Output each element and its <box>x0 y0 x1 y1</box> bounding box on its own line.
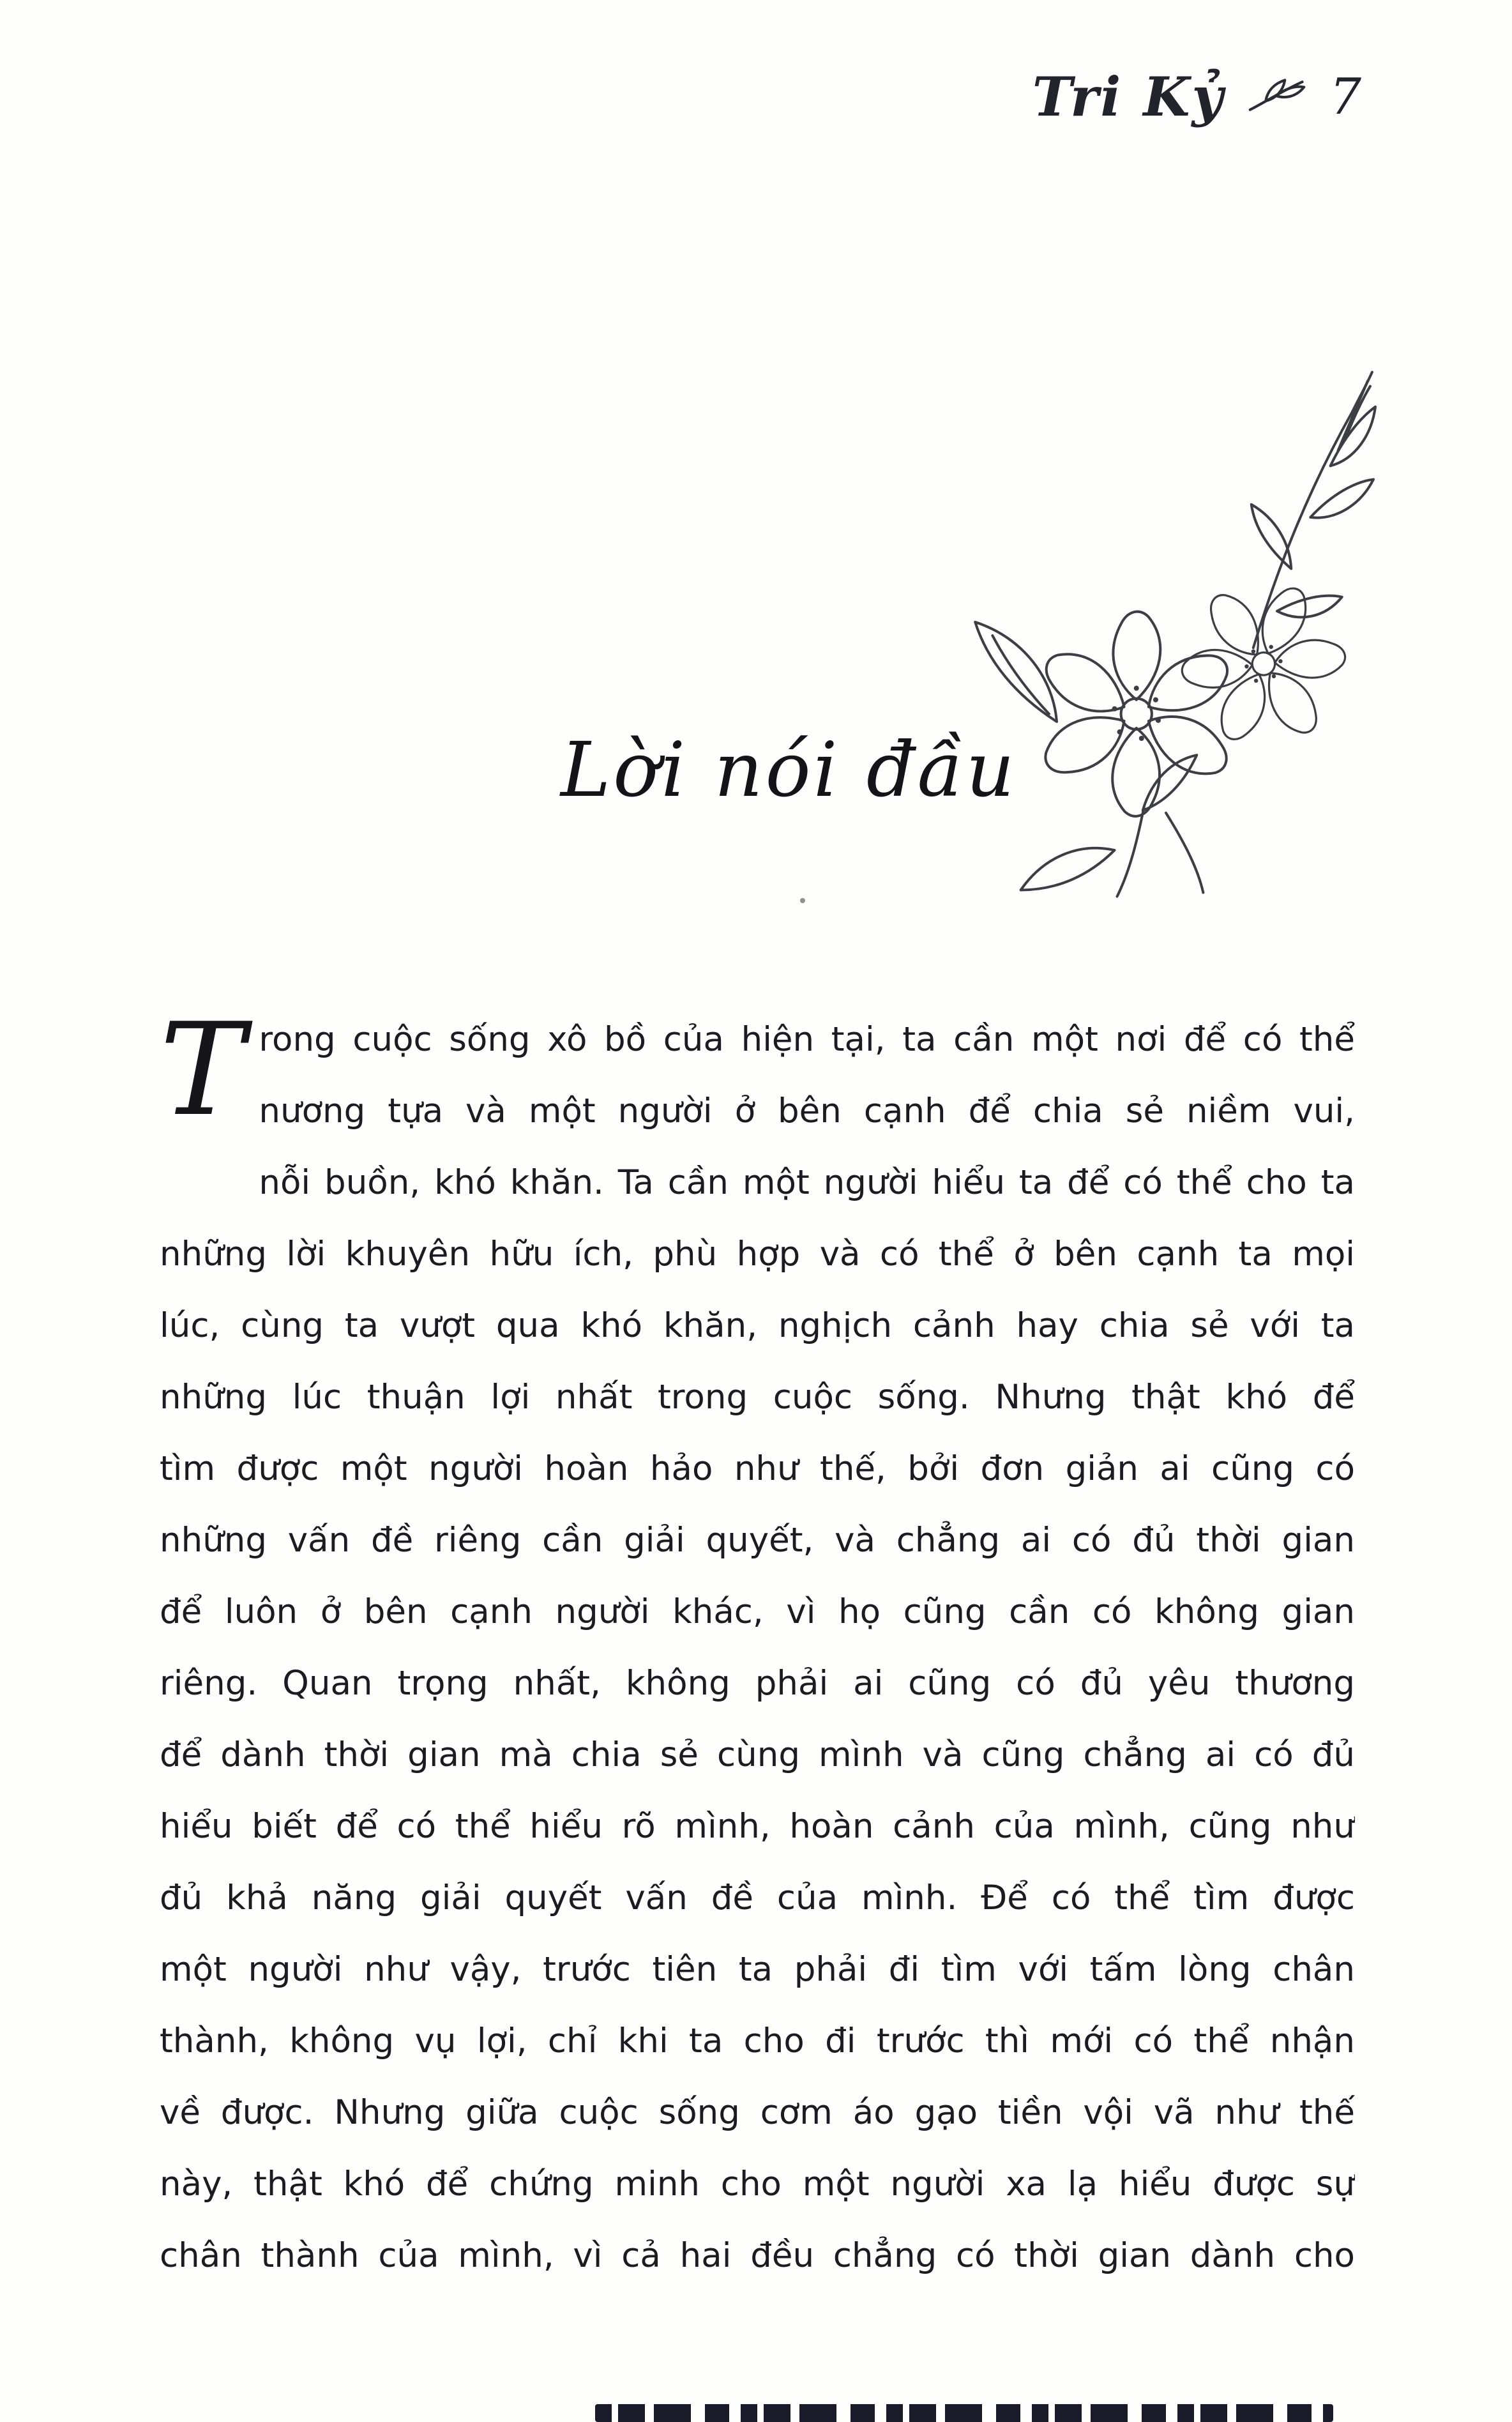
body-text-line: rong cuộc sống xô bồ của hiện tại, ta cần một nơi để có thể <box>259 1020 1355 1059</box>
body-text-line: lúc, cùng ta vượt qua khó khăn, nghịch cảnh hay chia sẻ với ta <box>160 1306 1355 1345</box>
body-text-line: nỗi buồn, khó khăn. Ta cần một người hiểu ta để có thể cho ta <box>259 1163 1355 1202</box>
body-text-line: những vấn đề riêng cần giải quyết, và chẳng ai có đủ thời gian <box>160 1521 1355 1560</box>
body-text-line: một người như vậy, trước tiên ta phải đi tìm với tấm lòng chân <box>160 1950 1355 1989</box>
body-lines <box>160 996 1355 2292</box>
drop-cap: T <box>160 996 245 1145</box>
body-text-line: tìm được một người hoàn hảo như thế, bởi đơn giản ai cũng có <box>160 1449 1355 1488</box>
body-text-line: những lời khuyên hữu ích, phù hợp và có thể ở bên cạnh ta mọi <box>160 1235 1355 1274</box>
body-text-line: thành, không vụ lợi, chỉ khi ta cho đi trước thì mới có thể nhận <box>160 2022 1355 2060</box>
leaf-icon <box>1246 77 1308 118</box>
scan-speck <box>800 898 805 903</box>
body-text-line: về được. Nhưng giữa cuộc sống cơm áo gạo tiền vội vã như thế <box>160 2093 1355 2132</box>
body-text-line: chân thành của mình, vì cả hai đều chẳng có thời gian dành cho <box>160 2236 1355 2275</box>
body-text-line: hiểu biết để có thể hiểu rõ mình, hoàn cảnh của mình, cũng như <box>160 1807 1355 1846</box>
running-title: Tri Kỷ <box>1032 65 1225 128</box>
clipped-text-line <box>595 2404 1333 2422</box>
chapter-title: Lời nói đầu <box>561 726 1017 814</box>
floral-illustration <box>953 362 1377 902</box>
page-number: 7 <box>1329 68 1361 126</box>
body-text-line: đủ khả năng giải quyết vấn đề của mình. Để có thể tìm được <box>160 1878 1355 1917</box>
body-paragraph <box>160 996 1355 2292</box>
body-text-line: này, thật khó để chứng minh cho một người xa lạ hiểu được sự <box>160 2165 1355 2204</box>
body-text-line: để luôn ở bên cạnh người khác, vì họ cũng cần có không gian <box>160 1592 1355 1631</box>
body-text-line: riêng. Quan trọng nhất, không phải ai cũng có đủ yêu thương <box>160 1664 1355 1703</box>
body-text-line: nương tựa và một người ở bên cạnh để chia sẻ niềm vui, <box>259 1092 1355 1131</box>
body-text-line: để dành thời gian mà chia sẻ cùng mình và cũng chẳng ai có đủ <box>160 1735 1355 1774</box>
page-header <box>1032 65 1361 128</box>
body-text-line: những lúc thuận lợi nhất trong cuộc sống. Nhưng thật khó để <box>160 1378 1355 1417</box>
